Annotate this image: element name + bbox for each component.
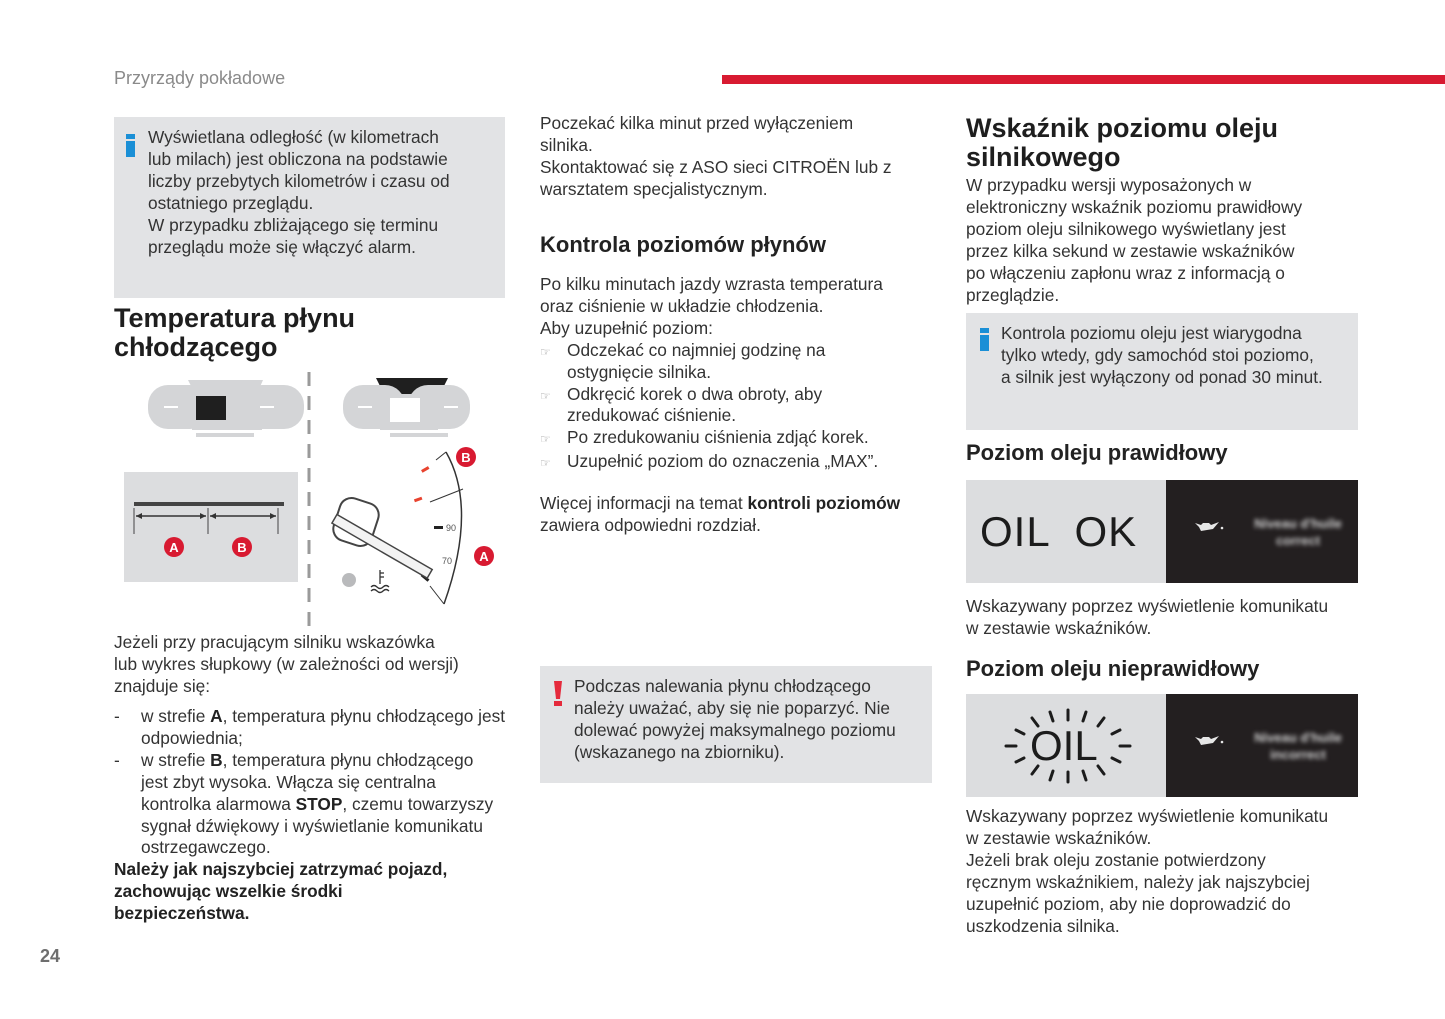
zone-a-label-gauge: A [479, 549, 489, 564]
info-line: przeglądu może się włączyć alarm. [148, 236, 416, 257]
heading-oil-ok: Poziom oleju prawidłowy [966, 440, 1228, 465]
coolant-zone-list [114, 706, 509, 925]
oil-ok-caption: Wskazywany poprzez wyświetlenie komunikatu w zestawie wskaźników. [966, 596, 1329, 638]
heading-coolant-temperature: Temperatura płynu chłodzącego [114, 303, 356, 362]
pointing-hand-icon: ☞ [540, 456, 551, 471]
coolant-temperature-illustration [118, 368, 508, 628]
cluster-message-line: Niveau d'huile [1254, 516, 1342, 531]
header-accent-bar [722, 75, 1445, 84]
cluster-message-line: Niveau d'huile [1254, 730, 1342, 745]
gauge-needle [330, 495, 432, 578]
list-item: - w strefie A, temperatura płynu chłodzącego jest odpowiednia; [114, 706, 506, 748]
info-line: ostatniego przeglądu. [148, 192, 314, 213]
warning-box-coolant: Podczas nalewania płynu chłodzącego należy uważać, aby się nie poparzyć. Nie dolewać powyżej maksymalnego poziomu (wskazanego na zbiorniku). [540, 666, 932, 783]
pointing-hand-icon: ☞ [540, 344, 551, 359]
gauge-tick-90: 90 [446, 523, 457, 533]
pointing-hand-icon: ☞ [540, 432, 551, 447]
cluster-message-line: correct [1275, 533, 1321, 548]
indicator-light-icon [342, 573, 356, 587]
warning-icon [554, 681, 562, 706]
oil-intro: W przypadku wersji wyposażonych w elektroniczny wskaźnik poziomu prawidłowy poziom oleju silnikowego wyświetlany jest przez kilka sekund w zestawie wskaźników po włączeniu zapłonu wraz z informacją o przeglądzie. [966, 175, 1303, 305]
coolant-intro: Jeżeli przy pracującym silniku wskazówka lub wykres słupkowy (w zależności od wersji) znajduje się: [114, 632, 459, 696]
info-line: Wyświetlana odległość (w kilometrach [148, 127, 439, 147]
cluster-screen-oil-ok [1166, 480, 1358, 583]
coolant-temperature-icon [371, 570, 389, 593]
heading-fluid-levels: Kontrola poziomów płynów [540, 232, 826, 257]
more-info: Więcej informacji na temat kontroli poziomów [540, 493, 901, 514]
fluid-levels-text: Po kilku minutach jazdy wzrasta temperatura oraz ciśnienie w układzie chłodzenia. Aby uzupełnić poziom: ☞ Odczekać co najmniej godzinę na ostygnięcie silnika. ☞ Odkręcić korek o dwa obroty, aby zredukować ciśnienie. ☞ Po zredukowaniu ciśnienia zdjąć korek. ☞ Uzupełnić poziom do oznaczenia „MAX”. Więcej informacji na temat kontroli poziomów zawiera odpowiedni rozdział. [540, 274, 935, 537]
col2-top-text: Poczekać kilka minut przed wyłączeniem silnika. Skontaktować się z ASO sieci CITROËN lub z warsztatem specjalistycznym. [540, 113, 892, 199]
oil-warning-text: OIL [1030, 722, 1098, 769]
bar-graph-panel [124, 472, 298, 582]
oil-bad-caption: Wskazywany poprzez wyświetlenie komunikatu w zestawie wskaźników. Jeżeli brak oleju zostanie potwierdzony ręcznym wskaźnikiem, należy jak najszybciej uzupełnić poziom, aby nie doprowadzić do uszkodzenia silnika. [966, 806, 1329, 936]
list-item: ☞ Po zredukowaniu ciśnienia zdjąć korek. [540, 427, 935, 451]
oil-bad-display [966, 694, 1166, 797]
oil-ok-display [966, 480, 1166, 583]
page-number: 24 [40, 946, 61, 966]
pointing-hand-icon: ☞ [540, 388, 551, 403]
list-item: - w strefie B, temperatura płynu chłodzącego jest zbyt wysoka. Włącza się centralna kontrolka alarmowa STOP, czemu towarzyszy sygnał dźwiękowy i wyświetlanie komunikatu ostrzegawczego. [114, 749, 494, 858]
list-item: ☞ Uzupełnić poziom do oznaczenia „MAX”. [540, 451, 935, 475]
list-item: ☞ Odkręcić korek o dwa obroty, aby zredukować ciśnienie. [540, 383, 823, 426]
heading-oil-bad: Poziom oleju nieprawidłowy [966, 656, 1260, 681]
cluster-message-line: incorrect [1270, 747, 1326, 762]
info-line: W przypadku zbliżającego się terminu [148, 214, 439, 235]
cluster-screen-oil-bad [1166, 694, 1358, 797]
zone-a-label-bar: A [169, 540, 179, 555]
instrument-cluster-icon-bar-version [148, 380, 304, 437]
heading-oil-level-indicator: Wskaźnik poziomu oleju silnikowego [966, 113, 1279, 172]
temperature-gauge [330, 447, 494, 604]
gauge-tick-70: 70 [442, 556, 453, 566]
info-line: liczby przebytych kilometrów i czasu od [148, 170, 450, 191]
oil-ok-text: OIL OK [980, 508, 1138, 555]
instrument-cluster-icon-gauge-version [343, 378, 470, 437]
list-item: ☞ Odczekać co najmniej godzinę na ostygnięcie silnika. [540, 339, 826, 382]
oil-can-icon [1193, 519, 1225, 535]
info-icon [126, 134, 135, 157]
oil-can-icon [1193, 733, 1225, 749]
zone-b-label-gauge: B [461, 450, 471, 465]
info-line: lub milach) jest obliczona na podstawie [148, 148, 448, 169]
zone-b-label-bar: B [237, 540, 247, 555]
stop-vehicle-warning: Należy jak najszybciej zatrzymać pojazd, zachowując wszelkie środki bezpieczeństwa. [114, 859, 448, 924]
info-box-service [114, 117, 505, 298]
section-title: Przyrządy pokładowe [114, 68, 286, 88]
info-icon [980, 328, 989, 351]
info-box-oil: Kontrola poziomu oleju jest wiarygodna tylko wtedy, gdy samochód stoi poziomo, a silnik jest wyłączony od ponad 30 minut. [966, 313, 1358, 430]
